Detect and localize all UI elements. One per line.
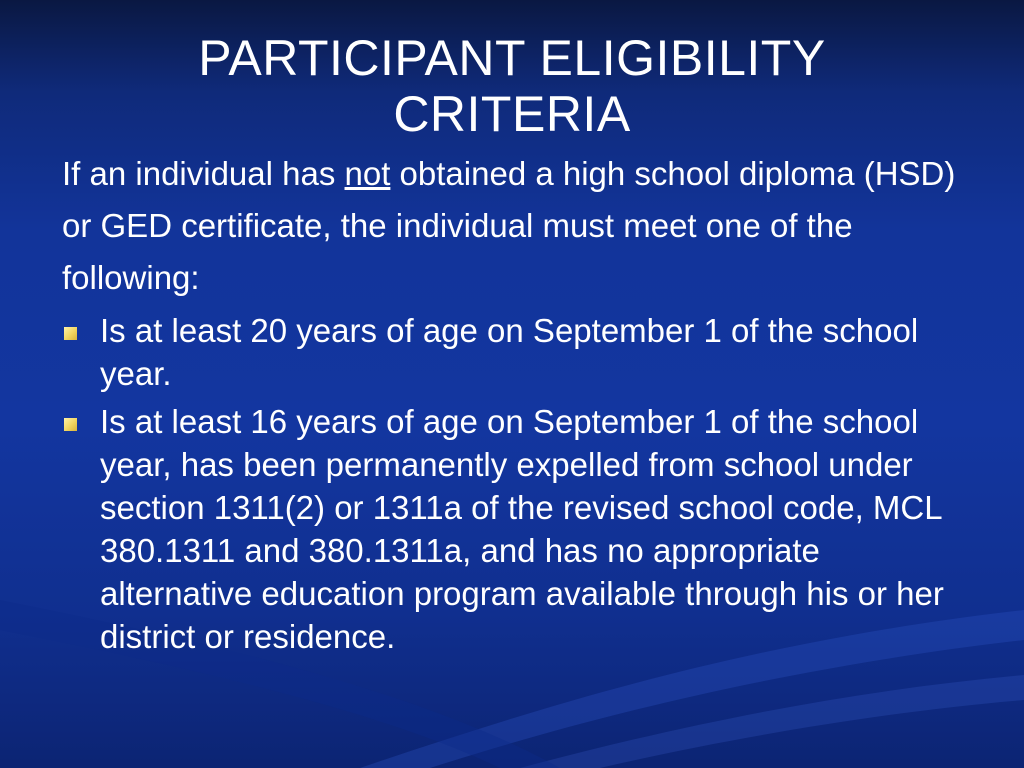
intro-emphasis: not [344, 155, 391, 192]
criteria-item-1-text: Is at least 20 years of age on September 1 of the school year. [100, 312, 919, 392]
criteria-item-1 [62, 309, 972, 395]
intro-paragraph [62, 148, 972, 304]
slide-body [62, 148, 972, 658]
criteria-item-2 [62, 400, 972, 658]
slide-title-line-1: PARTICIPANT ELIGIBILITY [198, 30, 826, 86]
intro-text-after: obtained a high school diploma (HSD) or GED certificate, the individual must meet one of the following: [62, 155, 956, 296]
intro-text-before: If an individual has [62, 155, 345, 192]
criteria-item-2-text: Is at least 16 years of age on September 1 of the school year, has been permanently expelled from school under section 1311(2) or 1311a of the revised school code, MCL 380.1311 and 380.1311a, and has no appropriate alternative education program available through his or her district or residence. [100, 403, 944, 655]
slide-title [60, 30, 964, 142]
square-bullet-icon [64, 418, 77, 431]
criteria-list [62, 309, 972, 658]
slide-title-line-2: CRITERIA [393, 86, 631, 142]
square-bullet-icon [64, 327, 77, 340]
